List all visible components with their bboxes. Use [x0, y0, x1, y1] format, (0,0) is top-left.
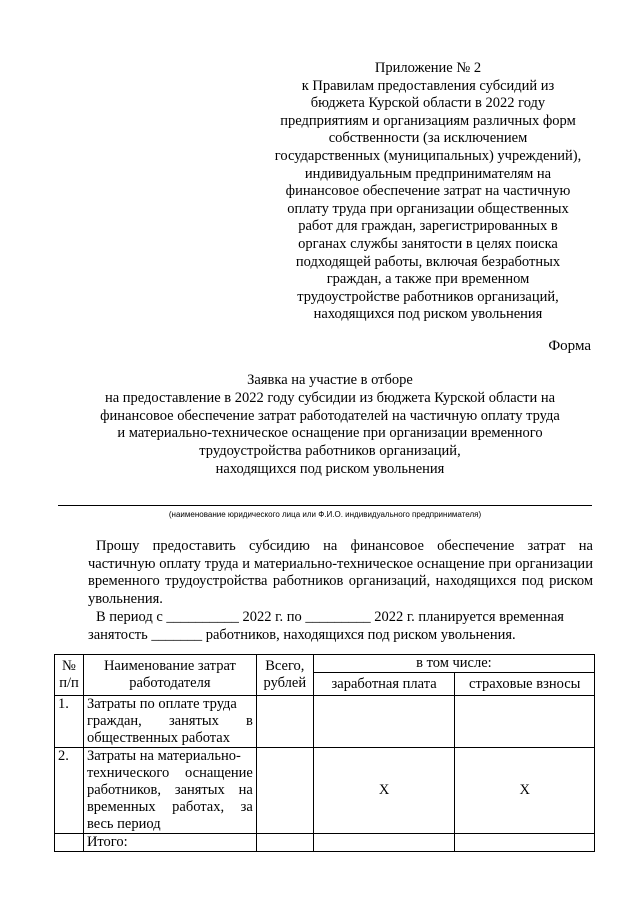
applicant-name-field[interactable] — [58, 505, 592, 506]
row-num: 2. — [55, 748, 84, 834]
request-paragraph — [88, 538, 593, 644]
word: находящихся — [435, 573, 517, 590]
appendix-line: находящихся под риском увольнения — [313, 306, 543, 323]
paragraph-line: увольнения. — [88, 591, 163, 608]
appendix-line: государственных (муниципальных) учреждений), — [274, 147, 582, 164]
row-insurance-input[interactable] — [455, 696, 595, 748]
table-row — [55, 748, 595, 834]
word: финансовое — [350, 538, 424, 554]
appendix-line: оплату труда при организации общественных — [287, 200, 569, 217]
appendix-line: предприятиям и организациям различных форм — [280, 112, 576, 129]
word: субсидию — [249, 538, 310, 554]
word: трудоустройства — [165, 573, 268, 590]
table-total-row — [55, 834, 595, 852]
total-sum-input[interactable] — [256, 834, 313, 852]
word: труда — [204, 555, 239, 572]
title-line: на предоставление в 2022 году субсидии из бюджета Курской области на — [104, 389, 556, 406]
form-label: Форма — [548, 338, 591, 354]
word: работников — [272, 573, 344, 590]
word: и — [242, 555, 251, 572]
paragraph-line — [88, 556, 593, 574]
word: риском — [549, 573, 593, 590]
word: оснащение — [416, 555, 485, 572]
word: организаций, — [348, 573, 431, 590]
row-insurance-cell: X — [455, 748, 595, 834]
title-line: Заявка на участие в отборе — [247, 372, 413, 388]
total-salary-input[interactable] — [313, 834, 455, 852]
word: при — [488, 555, 512, 572]
row-cost-name: Затраты по оплате труда граждан, занятых в общественных работах — [83, 696, 256, 748]
word: под — [521, 573, 544, 590]
table-header-row — [55, 655, 595, 673]
word: временного — [88, 573, 160, 590]
table-row — [55, 696, 595, 748]
period-text: В период с __________ 2022 г. по _________ 2022 г. планируется временная — [96, 608, 564, 625]
appendix-line: граждан, а также при временном — [326, 271, 530, 288]
applicant-caption: (наименование юридического лица или Ф.И.О. индивидуального предпринимателя) — [168, 510, 482, 519]
header-num: № п/п — [55, 655, 84, 696]
header-total: Всего, рублей — [256, 655, 313, 696]
row-salary-input[interactable] — [313, 696, 455, 748]
application-title — [60, 372, 600, 479]
row-total-input[interactable] — [256, 748, 313, 834]
header-cost-name: Наименование затрат работодателя — [83, 655, 256, 696]
row-num: 1. — [55, 696, 84, 748]
total-insurance-input[interactable] — [455, 834, 595, 852]
paragraph-line — [88, 573, 593, 591]
word: Прошу — [96, 538, 140, 554]
appendix-line: подходящей работы, включая безработных — [295, 253, 561, 270]
appendix-line: трудоустройстве работников организаций, — [297, 288, 559, 305]
title-line: и материально-техническое оснащение при организации временного — [117, 425, 543, 442]
word: на — [323, 538, 338, 554]
word: на — [578, 538, 593, 554]
title-line: находящихся под риском увольнения — [215, 460, 445, 477]
header-salary: заработная плата — [313, 673, 455, 696]
word: затрат — [527, 538, 566, 554]
appendix-line: бюджета Курской области в 2022 году — [310, 95, 546, 112]
appendix-line: работ для граждан, зарегистрированных в — [298, 218, 558, 235]
header-insurance: страховые взносы — [455, 673, 595, 696]
appendix-line: органах службы занятости в целях поиска — [298, 235, 558, 252]
appendix-line: к Правилам предоставления субсидий из — [301, 77, 555, 94]
row-cost-name: Затраты на материально- технического оснащение работников, занятых на временных работах, за весь период — [83, 748, 256, 834]
appendix-header — [258, 60, 598, 324]
appendix-line: индивидуальным предпринимателям на — [304, 165, 552, 182]
total-num — [55, 834, 84, 852]
word: обеспечение — [437, 538, 515, 554]
total-label: Итого: — [83, 834, 256, 852]
appendix-line: финансовое обеспечение затрат на частичную — [285, 183, 571, 200]
appendix-line: собственности (за исключением — [328, 130, 528, 147]
header-including: в том числе: — [313, 655, 594, 673]
row-salary-cell: X — [313, 748, 455, 834]
costs-table — [54, 654, 595, 852]
word: организации — [515, 555, 593, 572]
appendix-line: Приложение № 2 — [374, 60, 482, 76]
word: оплату — [159, 555, 201, 572]
title-line: трудоустройства работников организаций, — [199, 443, 461, 460]
period-line — [88, 609, 593, 627]
row-total-input[interactable] — [256, 696, 313, 748]
paragraph-line — [88, 538, 593, 556]
employment-line: занятость _______ работников, находящихся под риском увольнения. — [88, 626, 516, 643]
word: предоставить — [152, 538, 236, 554]
word: частичную — [88, 555, 156, 572]
title-line: финансовое обеспечение затрат работодателей на частичную оплату труда — [100, 407, 560, 424]
word: материально-техническое — [253, 555, 414, 572]
